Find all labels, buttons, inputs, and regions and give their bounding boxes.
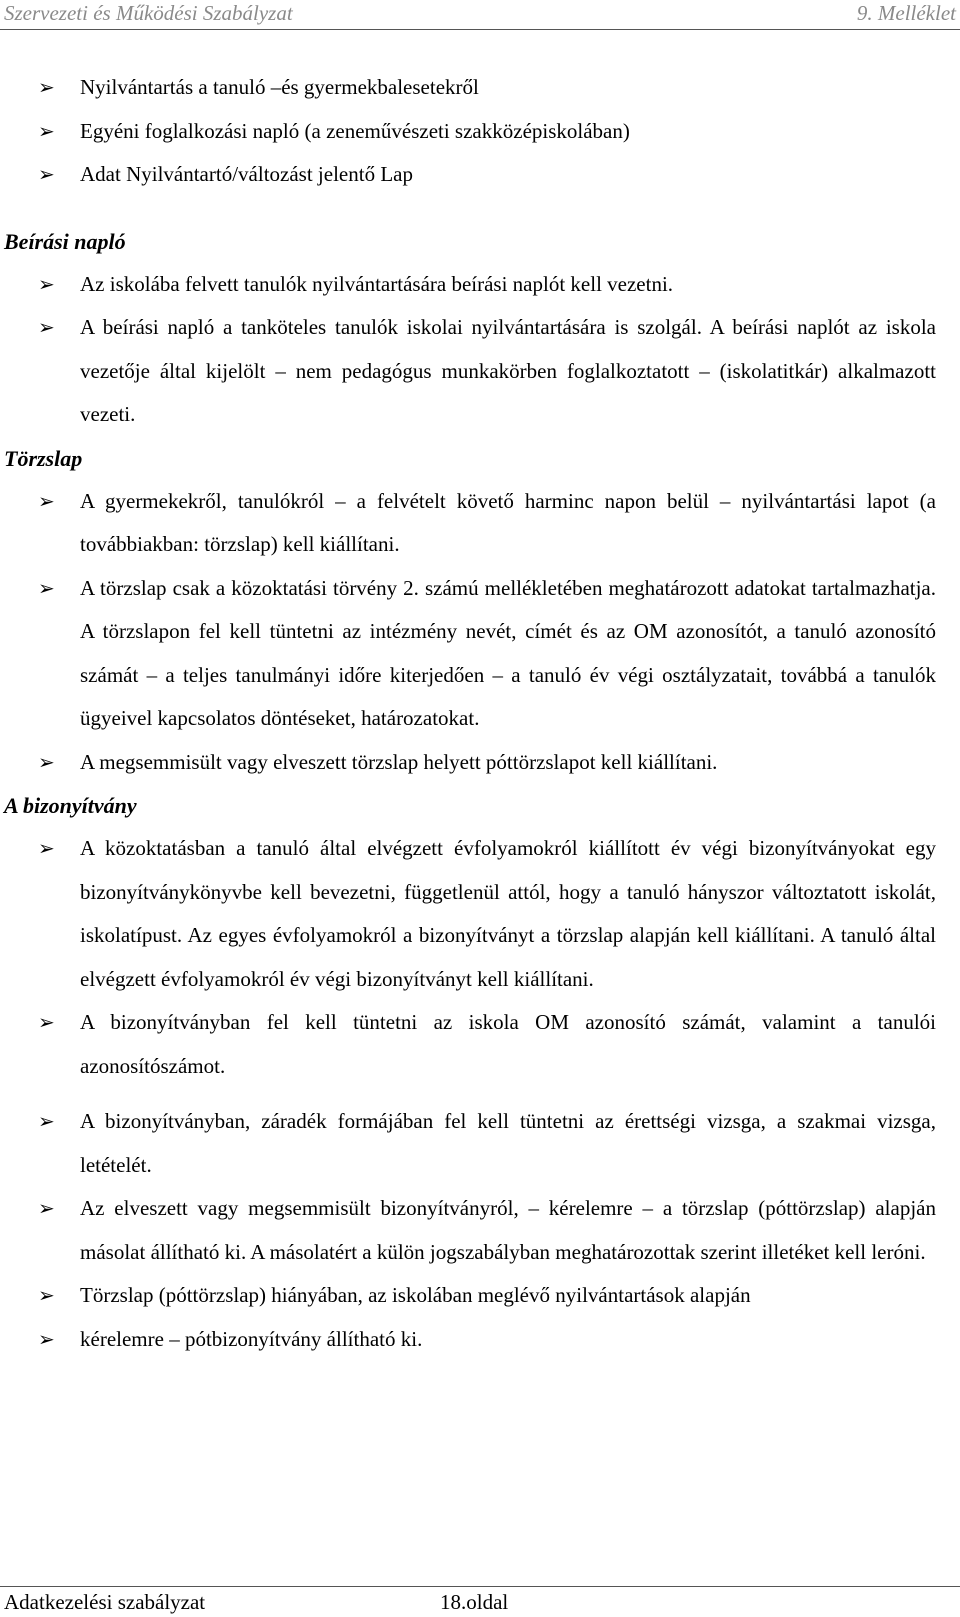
list-item: ➢ Az iskolába felvett tanulók nyilvántartására beírási naplót kell vezetni. bbox=[0, 263, 960, 307]
header-appendix-label: 9. Melléklet bbox=[856, 1, 956, 25]
arrow-bullet-icon: ➢ bbox=[38, 488, 55, 513]
arrow-bullet-icon: ➢ bbox=[38, 1196, 55, 1220]
arrow-bullet-icon: ➢ bbox=[38, 315, 55, 339]
arrow-bullet-icon: ➢ bbox=[38, 575, 55, 600]
arrow-bullet-icon: ➢ bbox=[38, 162, 55, 186]
list-item: ➢ A beírási napló a tanköteles tanulók iskolai nyilvántartására is szolgál. A beírási naplót az iskola vezetője által kijelölt – nem pedagógus munkakörben foglalkoztatott – (iskolatitkár) alkalmazott vezeti. bbox=[0, 306, 960, 437]
page-header bbox=[0, 0, 960, 30]
arrow-bullet-icon: ➢ bbox=[38, 836, 55, 860]
list-item: ➢ A közoktatásban a tanuló által elvégzett évfolyamokról kiállított év végi bizonyítványokat egy bizonyítványkönyvbe kell bevezetni, függetlenül attól, hogy a tanuló hányszor változtatott iskolát, iskolatípust. Az egyes évfolyamokról a bizonyítványt a törzslap alapján kell kiállítani. A tanuló által elvégzett évfolyamokról év végi bizonyítványt kell kiállítani. bbox=[0, 827, 960, 1001]
section-title-torzslap: Törzslap bbox=[4, 445, 83, 471]
header-document-title: Szervezeti és Működési Szabályzat bbox=[4, 1, 293, 25]
arrow-bullet-icon: ➢ bbox=[38, 1326, 55, 1351]
footer-document-title: Adatkezelési szabályzat bbox=[4, 1590, 206, 1614]
arrow-bullet-icon: ➢ bbox=[38, 1010, 55, 1034]
arrow-bullet-icon: ➢ bbox=[38, 1109, 55, 1133]
list-item: ➢ kérelemre – pótbizonyítvány állítható ki. bbox=[0, 1318, 960, 1362]
header-rule bbox=[0, 29, 960, 30]
intro-list bbox=[0, 66, 960, 197]
list-item: ➢ Adat Nyilvántartó/változást jelentő Lap bbox=[0, 153, 960, 197]
document-body bbox=[0, 66, 960, 1361]
section-title-bizonyitvany: A bizonyítvány bbox=[4, 793, 137, 818]
list-item: ➢ A gyermekekről, tanulókról – a felvételt követő harminc napon belül – nyilvántartási lapot (a továbbiakban: törzslap) kell kiállítani. bbox=[0, 480, 960, 567]
list-item: ➢ A megsemmisült vagy elveszett törzslap helyett póttörzslapot kell kiállítani. bbox=[0, 741, 960, 785]
page-footer bbox=[0, 1586, 960, 1617]
arrow-bullet-icon: ➢ bbox=[38, 118, 55, 143]
list-item: ➢ Az elveszett vagy megsemmisült bizonyítványról, – kérelemre – a törzslap (póttörzslap) alapján másolat állítható ki. A másolatért a külön jogszabályban meghatározottak szerint illetéket kell leróni. bbox=[0, 1187, 960, 1274]
section-title-beirasi-naplo: Beírási napló bbox=[4, 228, 126, 254]
list-item: ➢ Törzslap (póttörzslap) hiányában, az iskolában meglévő nyilvántartások alapján bbox=[0, 1274, 960, 1318]
list-item: ➢ A bizonyítványban, záradék formájában fel kell tüntetni az érettségi vizsga, a szakmai vizsga, letételét. bbox=[0, 1100, 960, 1187]
list-item: ➢ Egyéni foglalkozási napló (a zeneművészeti szakközépiskolában) bbox=[0, 110, 960, 154]
page-number: 18.oldal bbox=[440, 1590, 509, 1614]
arrow-bullet-icon: ➢ bbox=[38, 1283, 55, 1307]
arrow-bullet-icon: ➢ bbox=[38, 75, 55, 99]
list-item: ➢ A bizonyítványban fel kell tüntetni az iskola OM azonosító számát, valamint a tanulói azonosítószámot. bbox=[0, 1001, 960, 1088]
footer-rule bbox=[0, 1586, 960, 1587]
list-item: ➢ Nyilvántartás a tanuló –és gyermekbalesetekről bbox=[0, 66, 960, 110]
arrow-bullet-icon: ➢ bbox=[38, 271, 55, 296]
arrow-bullet-icon: ➢ bbox=[38, 749, 55, 774]
list-item: ➢ A törzslap csak a közoktatási törvény 2. számú mellékletében meghatározott adatokat tartalmazhatja. A törzslapon fel kell tüntetni az intézmény nevét, címét és az OM azonosítót, a tanuló azonosító számát – a teljes tanulmányi időre kiterjedően – a tanuló év végi osztályzatait, továbbá a tanulók ügyeivel kapcsolatos döntéseket, határozatokat. bbox=[0, 567, 960, 741]
